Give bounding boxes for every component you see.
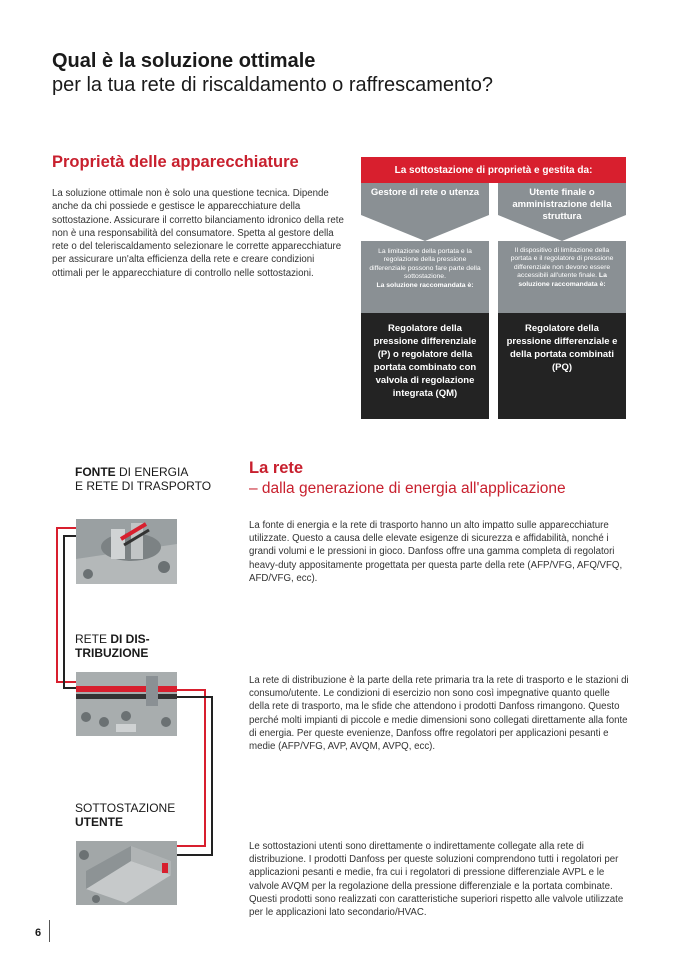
power-plant-illustration — [76, 519, 177, 584]
diagram-left-info: La limitazione della portata e la regolazione della pressione differenziale possono fare parte della sottostazione. La soluzione raccomandata è: — [361, 241, 489, 313]
stage-label-distribution: RETE DI DIS- TRIBUZIONE — [75, 632, 150, 660]
page-number-divider — [49, 920, 50, 942]
stage-text-substation: Le sottostazioni utenti sono direttamente o indirettamente collegate alla rete di distribuzione. I prodotti Danfoss per queste soluzioni comprendono tutti i regolatori per applicazioni pesanti e medie, fra cui i regolatori di pressione differenziale AVPL e le valvole AVQM per la regolazione della pressione differenziale e la portata combinate. Questi prodotti sono realizzati con caratteristiche superiori rispetto alle valvole utilizzate per le applicazioni lato secondario/HVAC. — [249, 841, 624, 919]
page-subtitle: per la tua rete di riscaldamento o raffrescamento? — [52, 74, 493, 96]
diagram-right-arrow-label: Utente finale o amministrazione della struttura — [512, 187, 612, 222]
page-title: Qual è la soluzione ottimale — [52, 50, 316, 72]
ownership-diagram — [361, 157, 626, 419]
diagram-header: La sottostazione di proprietà e gestita da: — [361, 157, 626, 183]
stage-text-source: La fonte di energia e la rete di trasporto hanno un alto impatto sulle apparecchiature utilizzate. Questo a causa delle elevate esigenze di sicurezza e affidabilità, nonché i grandi volumi e le pressioni in gioco. Danfoss offre una gamma completa di regolatori heavy-duty appositamente progettata per questa parte della rete (AFP/VFG, AFQ/VFQ, AFD/VFG, ecc). — [249, 520, 623, 584]
stage-label-substation: SOTTOSTAZIONE UTENTE — [75, 801, 176, 829]
diagram-left-recommendation: Regolatore della pressione differenziale (P) o regolatore della portata combinato con valvola di regolazione integrata (QM) — [361, 313, 489, 419]
diagram-left-arrow-label: Gestore di rete o utenza — [370, 187, 480, 198]
distribution-network-illustration — [76, 672, 177, 736]
page-number: 6 — [35, 927, 42, 939]
stage-text-distribution: La rete di distribuzione è la parte della rete primaria tra la rete di trasporto e le stazioni di consumo/utente. Le condizioni di esercizio non sono così impegnative quanto quelle della rete di trasporto, ma le sfide che attendono i prodotti Danfoss rimangono. Questo perché molti impianti di piccole e medie dimensioni sono collegati direttamente alla fonte di energia. Per queste evenienze, Danfoss offre regolatori per applicazioni pesanti e medie (AFP/VFG, AVP, AVQM, AVPQ, ecc). — [249, 675, 629, 753]
ownership-body: La soluzione ottimale non è solo una questione tecnica. Dipende anche da chi possiede e gestisce le apparecchiature della sottostazione. Assicurare il corretto bilanciamento idronico della rete non è una responsabilità del consumatore. Spetta al gestore della rete o del teleriscaldamento selezionare le corrette apparecchiature per assicurare un'alta efficienza della rete e creare condizioni ottimali per le apparecchiature di controllo nelle sottostazioni. — [52, 188, 344, 279]
diagram-right-recommendation: Regolatore della pressione differenziale e della portata combinati (PQ) — [498, 313, 626, 419]
consumer-building-illustration — [76, 841, 177, 905]
network-title: La rete — [249, 459, 304, 477]
diagram-right-info: Il dispositivo di limitazione della portata e il regolatore di pressione differenziale non devono essere accessibili all'utente finale. La soluzione raccomandata è: — [498, 241, 626, 313]
network-subtitle: – dalla generazione di energia all'applicazione — [249, 480, 566, 497]
stage-label-source: FONTE DI ENERGIA E RETE DI TRASPORTO — [75, 465, 212, 493]
ownership-heading: Proprietà delle apparecchiature — [52, 153, 299, 171]
